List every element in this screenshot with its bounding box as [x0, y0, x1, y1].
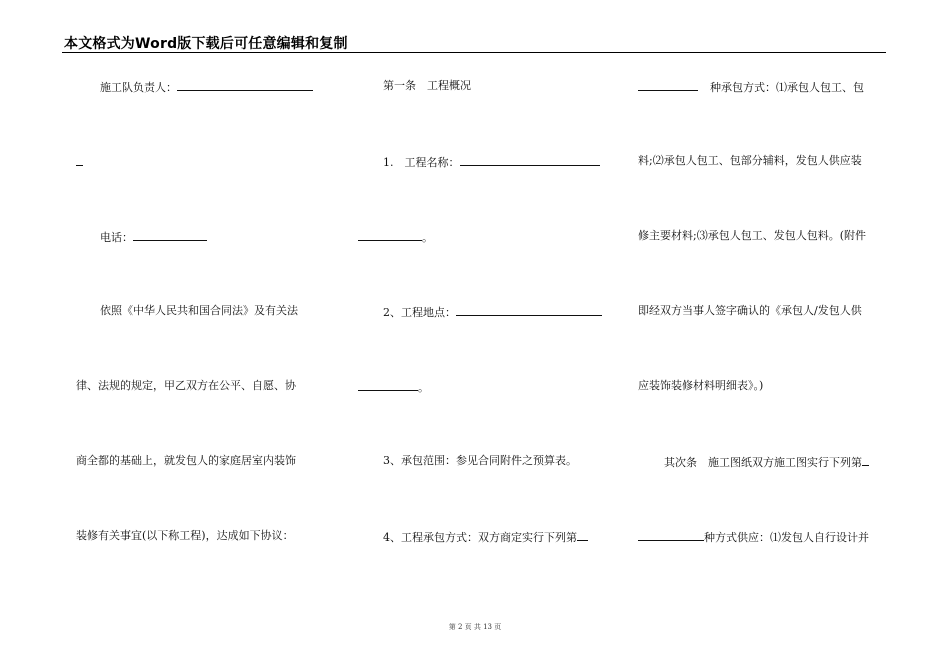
line-text: 。 — [422, 231, 433, 244]
blank-drawing-option-number — [638, 529, 704, 541]
blank-drawing-option — [862, 454, 869, 466]
line-text: 应装饰装修材料明细表》。) — [638, 379, 764, 392]
line-contract-method — [383, 529, 588, 545]
line-contract-options — [638, 79, 864, 95]
line-text: 施工队负责人： — [100, 81, 177, 94]
line-project-name-cont — [358, 229, 433, 245]
line-text: 种承包方式：⑴承包人包工、包 — [710, 81, 864, 94]
blank-short — [76, 154, 83, 166]
article-2-heading — [664, 454, 869, 470]
line-text: 料;⑵承包人包工、包部分辅料，发包人供应装 — [638, 154, 862, 167]
page-header-title: 本文格式为Word版下载后可任意编辑和复制 — [64, 36, 348, 52]
blank-project-name-cont — [358, 229, 422, 241]
line-phone — [100, 229, 207, 245]
blank-project-site-cont — [358, 379, 418, 391]
line-text: 2、工程地点： — [383, 306, 456, 319]
line-text: 4、工程承包方式：双方商定实行下列第 — [383, 531, 577, 544]
line-text: 种方式供应：⑴发包人自行设计并 — [704, 531, 869, 544]
line-text: 商全都的基础上，就发包人的家庭居室内装饰 — [76, 454, 296, 467]
line-text: 即经双方当事人签字确认的《承包人/发包人供 — [638, 304, 862, 317]
blank-responsible-person — [177, 79, 313, 91]
line-text: 装修有关事宜(以下称工程)，达成如下协议： — [76, 529, 294, 542]
line-text: 依照《中华人民共和国合同法》及有关法 — [100, 304, 298, 317]
article-1-heading: 第一条 工程概况 — [383, 79, 471, 92]
line-blank-continuation — [76, 154, 83, 170]
line-text: 电话： — [100, 231, 133, 244]
header-divider — [62, 52, 886, 53]
blank-contract-method — [577, 529, 588, 541]
line-text: 修主要材料;⑶承包人包工、发包人包料。(附件 — [638, 229, 866, 242]
blank-phone — [133, 229, 207, 241]
line-text: 3、承包范围：参见合同附件之预算表。 — [383, 454, 577, 467]
blank-project-site — [456, 304, 602, 316]
line-text: 1. 工程名称： — [383, 156, 460, 169]
line-project-site — [383, 304, 602, 320]
line-project-name — [383, 154, 600, 170]
blank-contract-option-number — [638, 79, 698, 91]
line-text: 其次条 施工图纸双方施工图实行下列第 — [664, 456, 862, 469]
line-text: 。 — [418, 381, 429, 394]
line-text: 律、法规的规定，甲乙双方在公平、自愿、协 — [76, 379, 296, 392]
blank-project-name — [460, 154, 600, 166]
page-number: 第 2 页 共 13 页 — [448, 623, 502, 631]
line-drawing-method — [638, 529, 869, 545]
line-project-site-cont — [358, 379, 429, 395]
line-responsible-person — [100, 79, 313, 95]
